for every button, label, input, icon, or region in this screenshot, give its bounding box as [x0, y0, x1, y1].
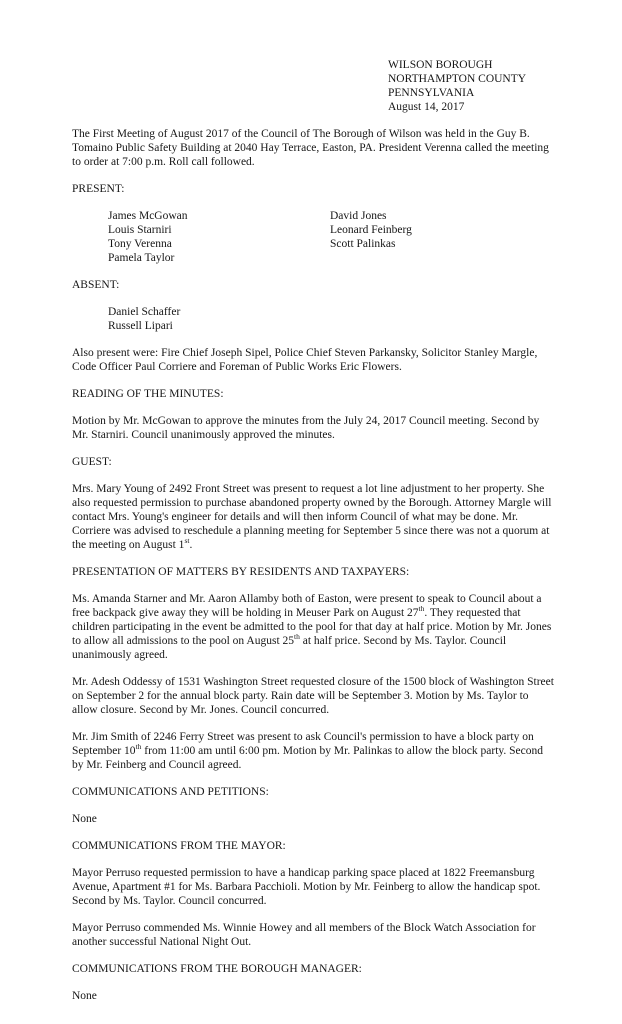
list-item: Louis Starniri: [108, 224, 172, 236]
list-item: James McGowan: [108, 210, 188, 222]
ordinal-suffix: th: [135, 742, 142, 752]
present-list: [72, 209, 556, 265]
communications-petitions-heading: COMMUNICATIONS AND PETITIONS:: [72, 786, 269, 798]
list-item: Leonard Feinberg: [330, 224, 412, 236]
communications-petitions-body: None: [72, 813, 97, 825]
intro-paragraph: The First Meeting of August 2017 of the Council of The Borough of Wilson was held in the Guy B. Tomaino Public Safety Building at 2040 Hay Terrace, Easton, PA. President Verenna called the meeting to order at 7:00 p.m. Roll call followed.: [72, 128, 549, 168]
document-header: [388, 58, 556, 114]
list-item: PENNSYLVANIA: [388, 87, 475, 99]
backpack-giveaway-paragraph: Ms. Amanda Starner and Mr. Aaron Allamby both of Easton, were present to speak to Council about a free backpack give away they will be holding in Meuser Park on August 27th. They requested that children participating in the event be admitted to the pool for that day at half price. Motion by Mr. Jones to allow all admissions to the pool on August 25th at half price. Second by Ms. Taylor. Council unanimously agreed.: [72, 593, 552, 661]
list-item: Scott Palinkas: [330, 238, 396, 250]
present-column-1: [108, 209, 330, 265]
ordinal-suffix: th: [418, 604, 425, 614]
guest-paragraph: Mrs. Mary Young of 2492 Front Street was present to request a lot line adjustment to her property. She also requested permission to purchase abandoned property owned by the Borough. Attorney Margle will contact Mrs. Young's engineer for details and will then inform Council of what may be done. Mr. Corriere was advised to reschedule a planning meeting for September 5 since there was not a quorum at the meeting on August 1st.: [72, 483, 552, 551]
guest-heading: GUEST:: [72, 456, 112, 468]
ordinal-suffix: st: [184, 536, 190, 546]
reading-of-minutes-paragraph: Motion by Mr. McGowan to approve the minutes from the July 24, 2017 Council meeting. Second by Mr. Starniri. Council unanimously approved the minutes.: [72, 415, 540, 441]
absent-list: [108, 305, 556, 333]
list-item: August 14, 2017: [388, 101, 465, 113]
list-item: Daniel Schaffer: [108, 306, 181, 318]
washington-street-block-party-paragraph: Mr. Adesh Oddessy of 1531 Washington Street requested closure of the 1500 block of Washington Street on September 2 for the annual block party. Rain date will be September 3. Motion by Ms. Taylor to allow closure. Second by Mr. Jones. Council concurred.: [72, 676, 554, 716]
ordinal-suffix: th: [294, 632, 300, 642]
reading-of-minutes-heading: READING OF THE MINUTES:: [72, 388, 224, 400]
communications-borough-manager-heading: COMMUNICATIONS FROM THE BOROUGH MANAGER:: [72, 963, 362, 975]
list-item: NORTHAMPTON COUNTY: [388, 73, 527, 85]
mayor-handicap-parking-paragraph: Mayor Perruso requested permission to have a handicap parking space placed at 1822 Freemansburg Avenue, Apartment #1 for Ms. Barbara Pacchioli. Motion by Mr. Feinberg to allow the handicap spot. Second by Ms. Taylor. Council concurred.: [72, 867, 541, 907]
list-item: WILSON BOROUGH: [388, 59, 493, 71]
present-heading: PRESENT:: [72, 183, 125, 195]
mayor-commendation-paragraph: Mayor Perruso commended Ms. Winnie Howey and all members of the Block Watch Association for another successful National Night Out.: [72, 922, 536, 948]
communications-borough-manager-body: None: [72, 990, 97, 1002]
present-column-2: [330, 209, 556, 265]
list-item: David Jones: [330, 210, 387, 222]
list-item: Tony Verenna: [108, 238, 172, 250]
absent-heading: ABSENT:: [72, 279, 120, 291]
communications-mayor-heading: COMMUNICATIONS FROM THE MAYOR:: [72, 840, 286, 852]
also-present-paragraph: Also present were: Fire Chief Joseph Sipel, Police Chief Steven Parkansky, Solicitor Stanley Margle, Code Officer Paul Corriere and Foreman of Public Works Eric Flowers.: [72, 347, 538, 373]
ferry-street-block-party-paragraph: Mr. Jim Smith of 2246 Ferry Street was present to ask Council's permission to have a block party on September 10th from 11:00 am until 6:00 pm. Motion by Mr. Palinkas to allow the block party. Second by Mr. Feinberg and Council agreed.: [72, 731, 544, 771]
presentation-heading: PRESENTATION OF MATTERS BY RESIDENTS AND TAXPAYERS:: [72, 566, 410, 578]
list-item: Russell Lipari: [108, 320, 173, 332]
list-item: Pamela Taylor: [108, 252, 175, 264]
